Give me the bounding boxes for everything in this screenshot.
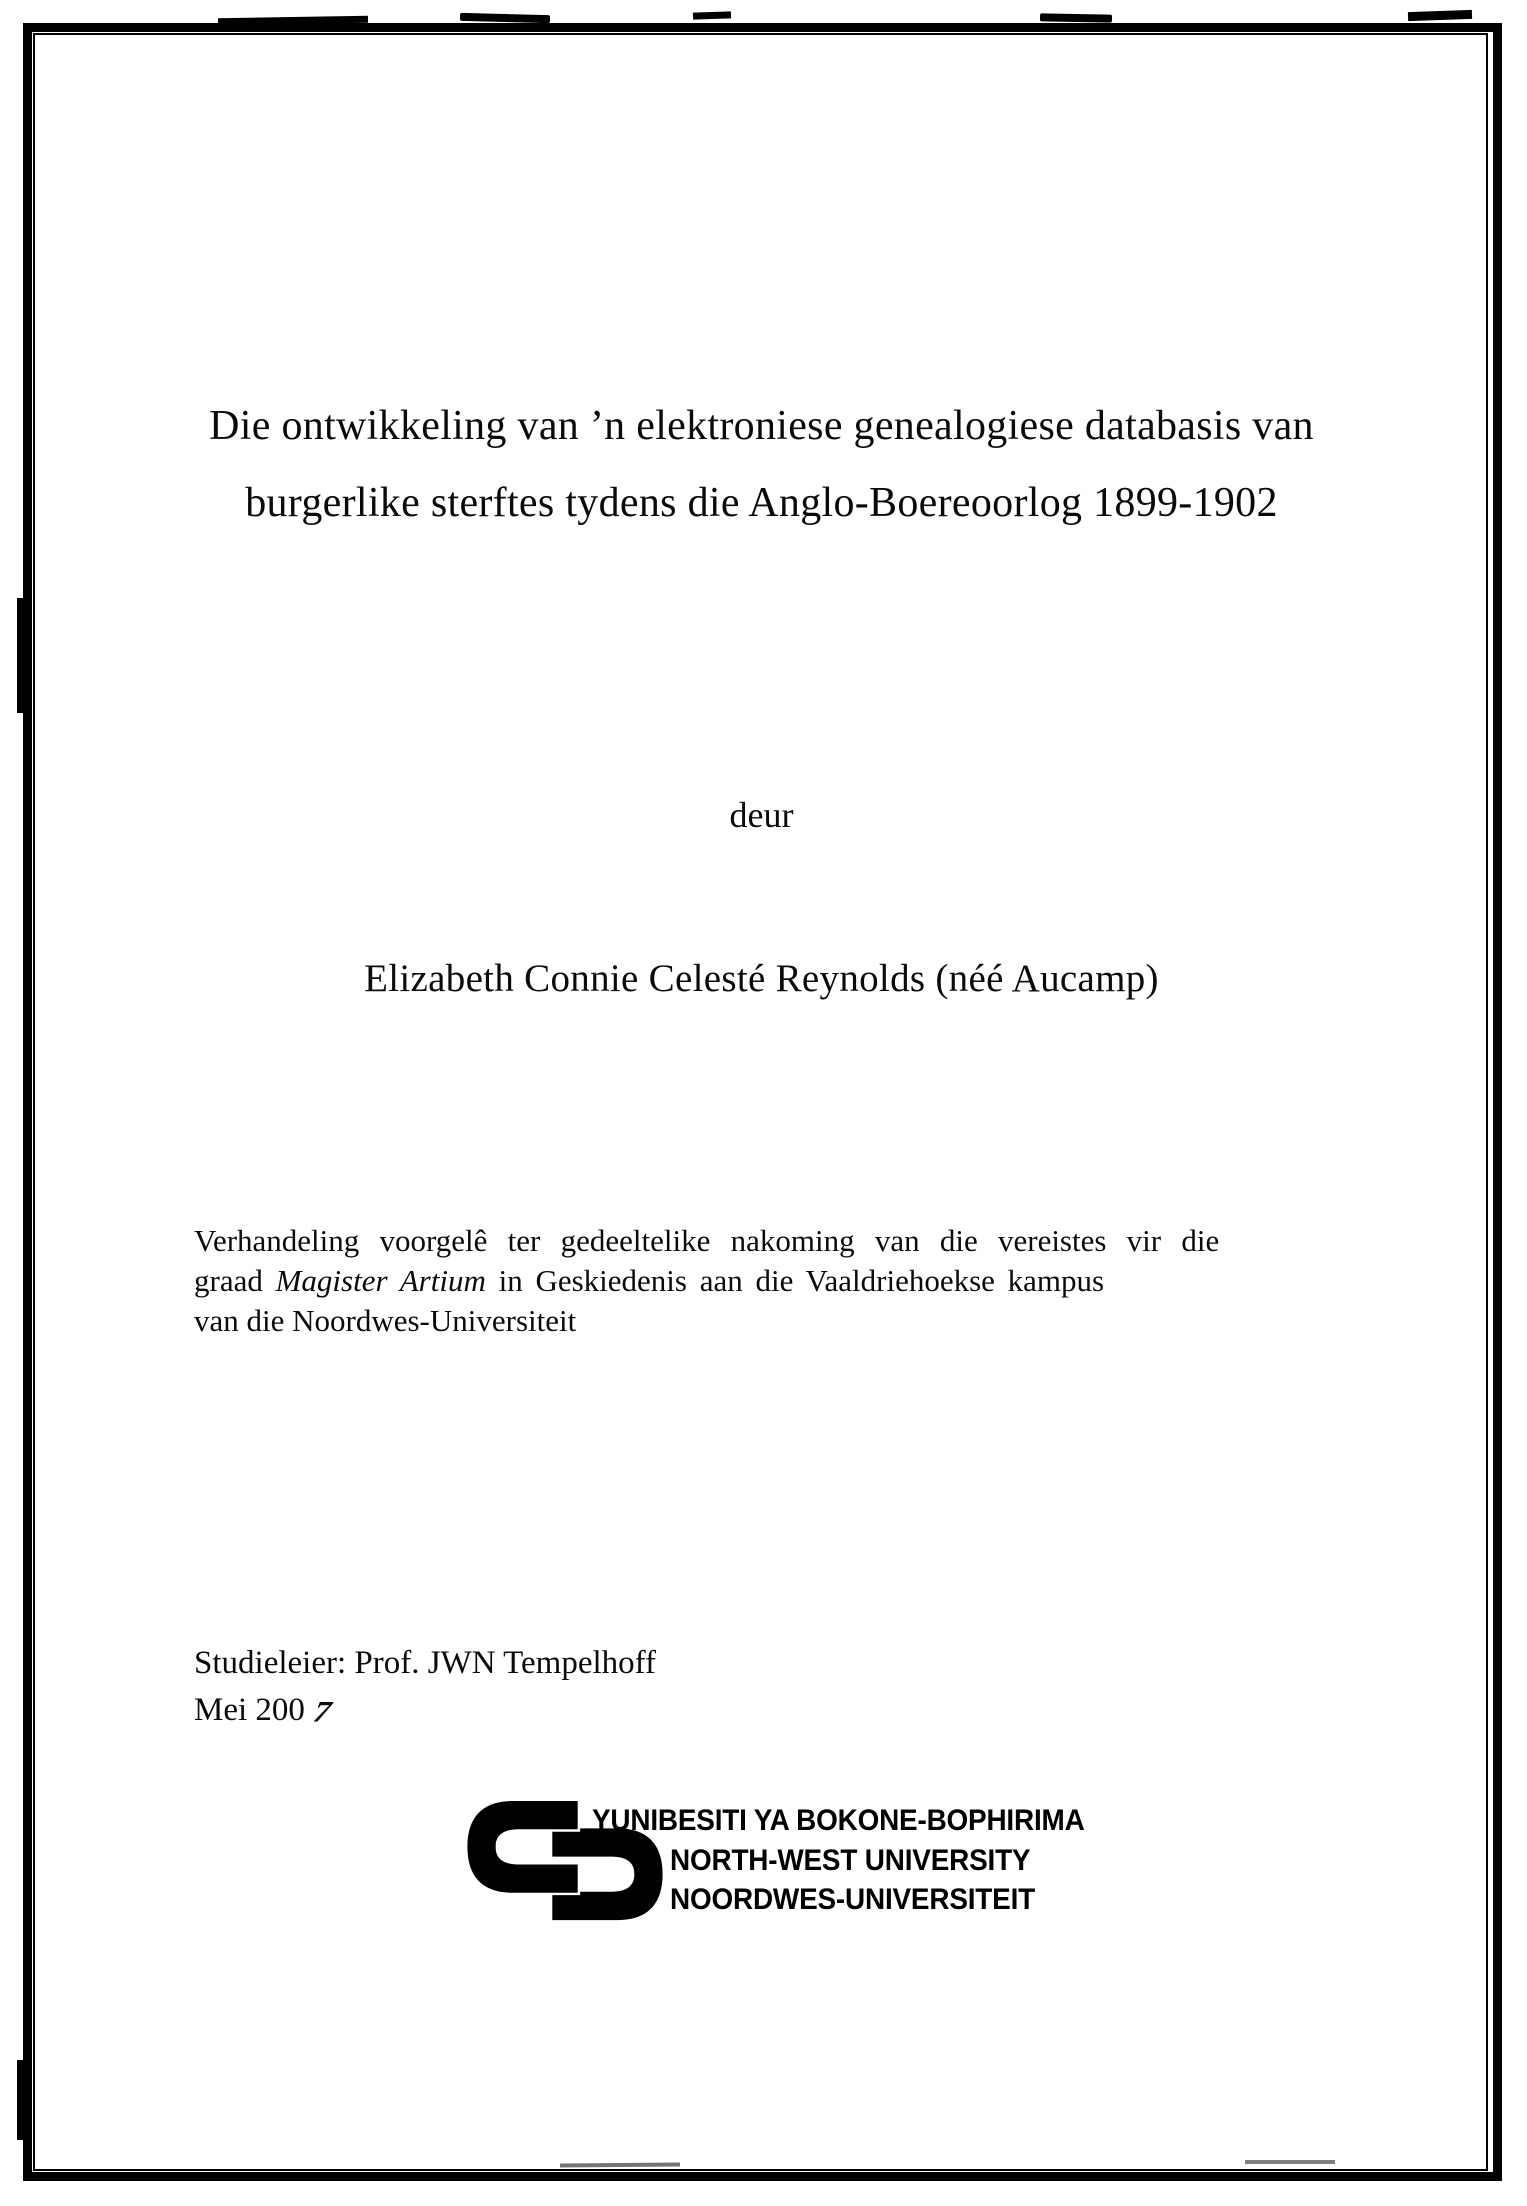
- scan-artifact: [17, 2060, 23, 2140]
- university-name-setswana: YUNIBESITI YA BOKONE-BOPHIRIMA: [592, 1804, 1085, 1837]
- scan-artifact: [17, 598, 23, 713]
- degree-name: Magister Artium: [275, 1263, 486, 1298]
- degree-statement-line-1: Verhandeling voorgelê ter gedeeltelike nakoming van die vereistes vir die: [194, 1223, 1220, 1258]
- date-last-digit: 7: [307, 1696, 337, 1729]
- thesis-title-line-1: Die ontwikkeling van ’n elektroniese genealogiese databasis van: [209, 403, 1314, 449]
- thesis-title: [60, 388, 1463, 542]
- byline-preposition: deur: [729, 795, 794, 835]
- scan-artifact: [460, 13, 550, 23]
- degree-statement-line-3: van die Noordwes-Universiteit: [194, 1303, 577, 1338]
- thesis-title-line-2: burgerlike sterftes tydens die Anglo-Boereoorlog 1899-1902: [245, 480, 1278, 526]
- scan-artifact: [1245, 2160, 1335, 2164]
- author-name: Elizabeth Connie Celesté Reynolds (néé Aucamp): [364, 957, 1159, 1000]
- degree-statement-line-2: [194, 1261, 1356, 1301]
- degree-statement-line-2-post: in Geskiedenis aan die Vaaldriehoekse kampus: [485, 1263, 1105, 1298]
- date-prefix: Mei 200: [194, 1692, 305, 1728]
- university-name-english: NORTH-WEST UNIVERSITY: [670, 1843, 1031, 1877]
- degree-statement-line-2-pre: graad: [194, 1263, 276, 1298]
- supervisor-block: [194, 1640, 656, 1734]
- degree-statement: [194, 1221, 1356, 1341]
- scan-artifact: [693, 11, 731, 19]
- scan-artifact: [1040, 13, 1112, 22]
- university-name-afrikaans: NOORDWES-UNIVERSITEIT: [670, 1883, 1036, 1916]
- supervisor-line: Studieleier: Prof. JWN Tempelhoff: [194, 1645, 657, 1681]
- university-wordmark: [592, 1801, 1122, 1920]
- date-line: [194, 1687, 656, 1734]
- scan-artifact: [1408, 10, 1472, 21]
